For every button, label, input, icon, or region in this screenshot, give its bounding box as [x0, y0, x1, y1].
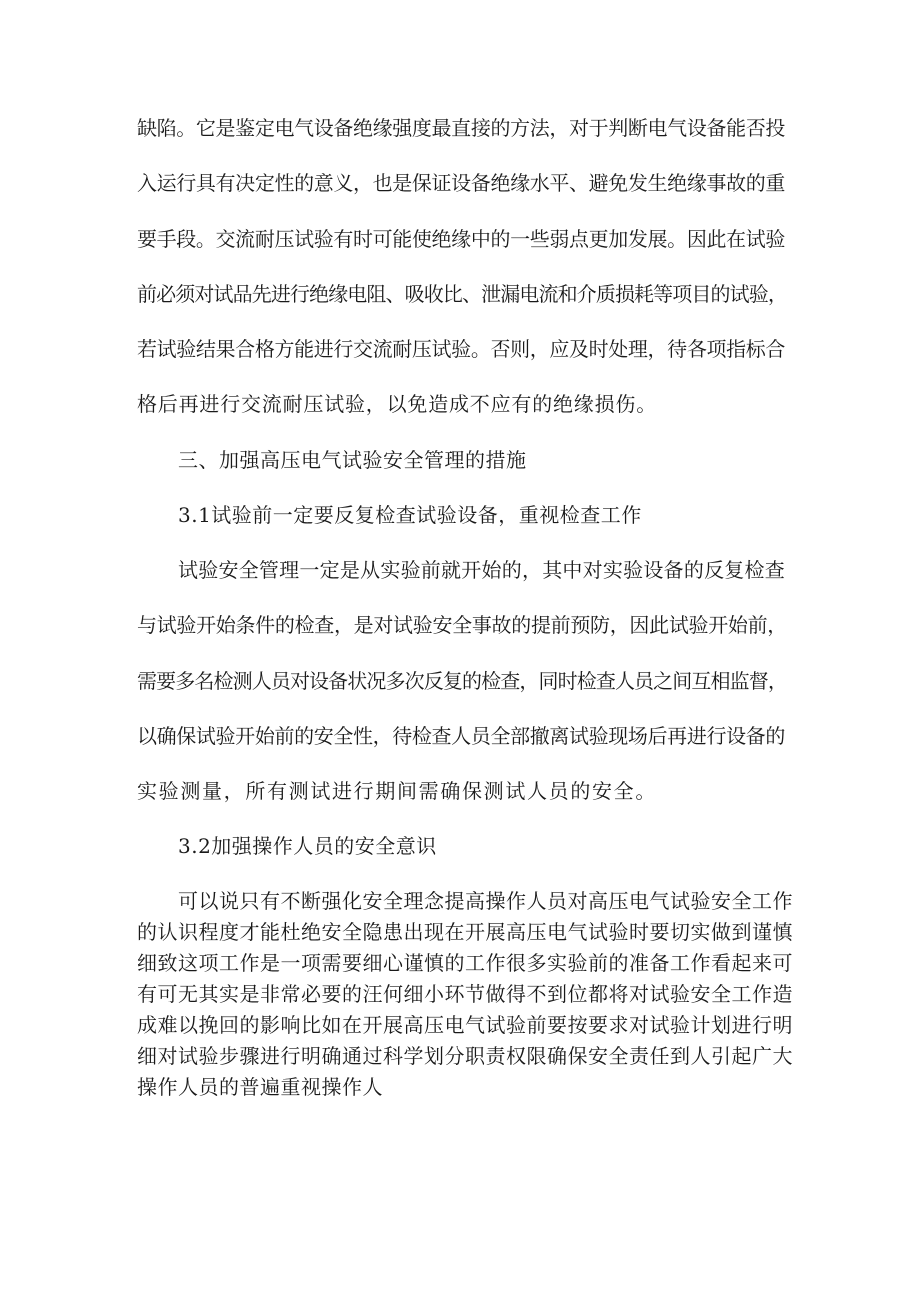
subsection-1-line-2: 与试验开始条件的检查，是对试验安全事故的提前预防，因此试验开始前， — [137, 613, 787, 637]
paragraph-1-line-3: 要手段。交流耐压试验有时可能使绝缘中的一些弱点更加发展。因此在试验 — [137, 227, 785, 251]
subsection-2-line-2: 的认识程度才能杜绝安全隐患出现在开展高压电气试验时要切实做到谨慎 — [137, 920, 793, 944]
subsection-1-line-5: 实验测量，所有测试进行期间需确保测试人员的安全。 — [137, 779, 657, 803]
subsection-2-line-7: 操作人员的普遍重视操作人 — [137, 1075, 383, 1099]
subsection-2-heading: 3.2加强操作人员的安全意识 — [178, 834, 437, 858]
section-heading: 三、加强高压电气试验安全管理的措施 — [178, 448, 527, 472]
subsection-1-line-3: 需要多名检测人员对设备状况多次反复的检查，同时检查人员之间互相监督， — [137, 669, 787, 693]
subsection-2-line-3: 细致这项工作是一项需要细心谨慎的工作很多实验前的准备工作看起来可 — [137, 951, 793, 975]
paragraph-1-line-1: 缺陷。它是鉴定电气设备绝缘强度最直接的方法，对于判断电气设备能否投 — [137, 116, 785, 140]
subsection-1-line-4: 以确保试验开始前的安全性，待检查人员全部撤离试验现场后再进行设备的 — [137, 724, 785, 748]
subsection-2-line-1: 可以说只有不断强化安全理念提高操作人员对高压电气试验安全工作 — [178, 889, 793, 913]
subsection-1-heading: 3.1试验前一定要反复检查试验设备，重视检查工作 — [178, 503, 642, 527]
paragraph-1-line-6: 格后再进行交流耐压试验，以免造成不应有的绝缘损伤。 — [137, 392, 657, 416]
paragraph-1-line-2: 入运行具有决定性的意义，也是保证设备绝缘水平、避免发生绝缘事故的重 — [137, 171, 785, 195]
paragraph-1-line-5: 若试验结果合格方能进行交流耐压试验。否则，应及时处理，待各项指标合 — [137, 337, 785, 361]
subsection-1-line-1: 试验安全管理一定是从实验前就开始的，其中对实验设备的反复检查 — [178, 558, 785, 582]
subsection-2-line-5: 成难以挽回的影响比如在开展高压电气试验前要按要求对试验计划进行明 — [137, 1013, 793, 1037]
subsection-2-line-4: 有可无其实是非常必要的汪何细小环节做得不到位都将对试验安全工作造 — [137, 982, 793, 1006]
subsection-2-line-6: 细对试验步骤进行明确通过科学划分职责权限确保安全责任到人引起广大 — [137, 1044, 793, 1068]
paragraph-1-line-4: 前必须对试品先进行绝缘电阻、吸收比、泄漏电流和介质损耗等项目的试验， — [137, 282, 787, 306]
